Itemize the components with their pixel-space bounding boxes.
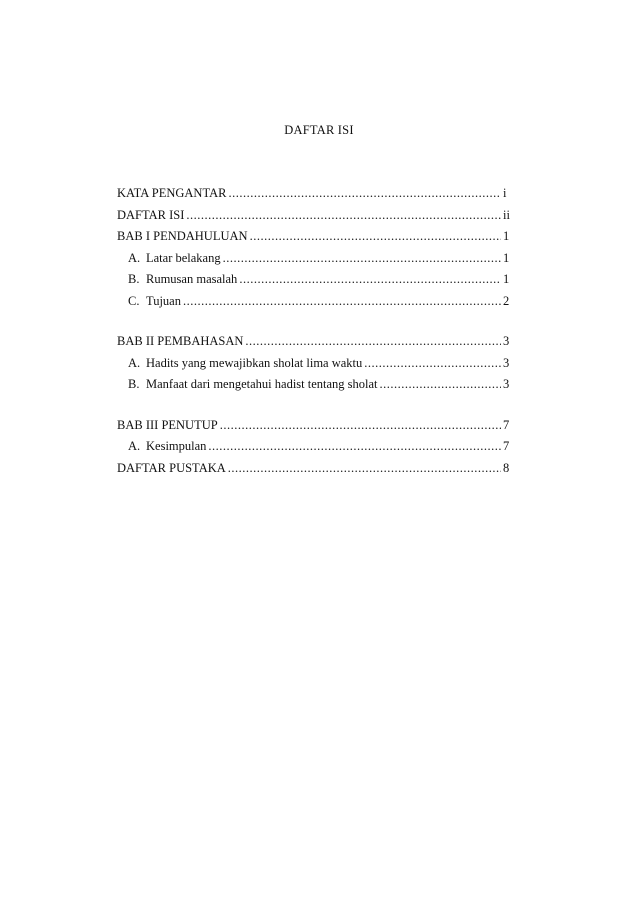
toc-entry-label: Kesimpulan bbox=[146, 439, 207, 453]
toc-entry-label: Latar belakang bbox=[146, 250, 221, 265]
toc-entry-label: Tujuan bbox=[146, 293, 181, 308]
toc-entry-label: BAB III PENUTUP bbox=[117, 417, 218, 432]
toc-subentry-latar-belakang bbox=[117, 251, 517, 273]
toc-entry-bab-2 bbox=[117, 334, 517, 356]
dot-leader bbox=[239, 272, 501, 287]
dot-leader bbox=[245, 334, 501, 349]
toc-entry-bab-3 bbox=[117, 418, 517, 440]
toc-page-number: 1 bbox=[503, 250, 510, 265]
toc-subentry-marker: A. bbox=[128, 250, 141, 265]
toc-page-number: 7 bbox=[503, 439, 510, 453]
toc-page-number: 3 bbox=[503, 334, 510, 348]
toc-entry-label: Rumusan masalah bbox=[146, 272, 238, 286]
toc-subentry-hadits-sholat bbox=[117, 356, 517, 378]
dot-leader bbox=[250, 229, 501, 244]
toc-subentry-kesimpulan bbox=[117, 439, 517, 461]
toc-page-number: ii bbox=[503, 207, 510, 222]
toc-page-number: 2 bbox=[503, 293, 510, 308]
toc-page-number: 3 bbox=[503, 377, 510, 391]
dot-leader bbox=[364, 356, 501, 371]
toc-subentry-rumusan-masalah bbox=[117, 272, 517, 294]
toc-subentry-marker: B. bbox=[128, 272, 140, 286]
toc-page-number: 1 bbox=[503, 229, 510, 243]
toc-entry-bab-1 bbox=[117, 229, 517, 251]
dot-leader bbox=[228, 186, 501, 201]
toc-entry-label: Hadits yang mewajibkan sholat lima waktu bbox=[146, 355, 363, 370]
toc-subentry-marker: B. bbox=[128, 377, 140, 391]
toc-subentry-marker: A. bbox=[128, 439, 141, 453]
page-title: DAFTAR ISI bbox=[284, 123, 354, 137]
toc-page-number: 1 bbox=[503, 272, 510, 286]
dot-leader bbox=[228, 461, 501, 476]
toc-page-number: 3 bbox=[503, 355, 510, 370]
toc-page-number: 8 bbox=[503, 460, 510, 475]
toc-entry-label: KATA PENGANTAR bbox=[117, 186, 227, 200]
toc-entry-kata-pengantar bbox=[117, 186, 517, 208]
toc-entry-label: DAFTAR PUSTAKA bbox=[117, 460, 226, 475]
toc-page-number: i bbox=[503, 186, 507, 200]
dot-leader bbox=[223, 251, 501, 266]
table-of-contents bbox=[117, 186, 517, 482]
toc-entry-label: DAFTAR ISI bbox=[117, 207, 185, 222]
toc-subentry-marker: A. bbox=[128, 355, 141, 370]
toc-entry-label: BAB II PEMBAHASAN bbox=[117, 334, 244, 348]
toc-subentry-marker: C. bbox=[128, 293, 140, 308]
toc-entry-label: BAB I PENDAHULUAN bbox=[117, 229, 248, 243]
dot-leader bbox=[380, 377, 501, 392]
dot-leader bbox=[220, 418, 501, 433]
toc-entry-daftar-pustaka bbox=[117, 461, 517, 483]
toc-entry-label: Manfaat dari mengetahui hadist tentang sholat bbox=[146, 377, 378, 391]
dot-leader bbox=[183, 294, 501, 309]
dot-leader bbox=[186, 208, 501, 223]
dot-leader bbox=[208, 439, 501, 454]
toc-entry-daftar-isi bbox=[117, 208, 517, 230]
toc-page-number: 7 bbox=[503, 417, 510, 432]
toc-subentry-manfaat-hadist bbox=[117, 377, 517, 399]
toc-subentry-tujuan bbox=[117, 294, 517, 316]
